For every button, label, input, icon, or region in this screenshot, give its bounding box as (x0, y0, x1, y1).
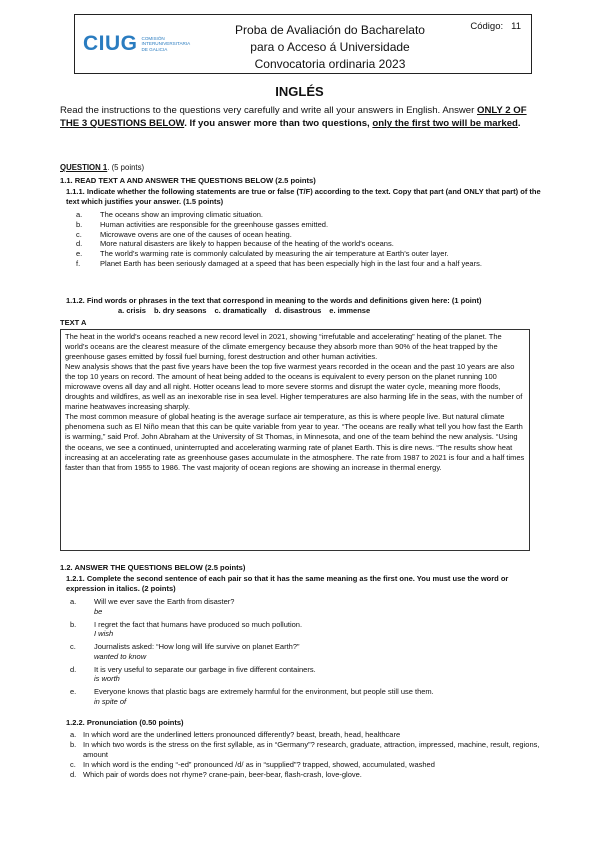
transform-list (70, 597, 545, 707)
intro-text: . If you answer more than two questions, (184, 118, 373, 130)
intro-emphasis: ONLY 2 OF THE 3 QUESTIONS BELOW (60, 105, 527, 130)
instructions (60, 104, 548, 130)
section-1-1-2: 1.1.2. Find words or phrases in the text that correspond in meaning to the words and definitions given here: (1 point) (66, 296, 482, 305)
item-text: Journalists asked: “How long will life survive on planet Earth?” (94, 642, 300, 651)
word-item: d. disastrous (274, 306, 322, 315)
item-hint: be (94, 606, 103, 616)
list-item (76, 220, 542, 230)
item-hint: I wish (94, 629, 114, 639)
section-1-1-1: 1.1.1. Indicate whether the following statements are true or false (T/F) according to the text. Copy that part (and ONLY that part) of the text which justifies your answer. (1.5 points) (66, 187, 541, 206)
exam-title-line: para o Acceso á Universidade (250, 40, 410, 55)
list-item (70, 770, 545, 780)
item-text: In which word are the underlined letters pronounced differently? beast, breath, head, healthcare (83, 730, 401, 739)
list-item (70, 642, 545, 652)
item-letter: b. (70, 619, 77, 629)
item-letter: a. (70, 597, 77, 606)
text-paragraph: The most common measure of global heating is the average surface air temperature, as this is where people live. But natural climate phenomena such as El Niño mean that this can be quite variable from year to year. “The oceans are really what tell you how fast the Earth is warming,” said Prof. John Abraham at the University of St Thomas, in Minnesota, and one of the team behind the new analysis. “Using the oceans, we see a continued, uninterrupted and accelerating warming rate of planet Earth. This is dire news. “The results show heat increasing at an accelerating rate as greenhouse gases accumulate in the atmosphere. The rate from 1987 to 2021 is four and a half times faster than that from 1955 to 1986. The vast majority of ocean regions are showing an increase in thermal energy. (65, 412, 525, 472)
section-1-1: 1.1. READ TEXT A AND ANSWER THE QUESTIONS BELOW (2.5 points) (60, 176, 316, 185)
text-paragraph: New analysis shows that the past five years have been the top five warmest years recorded in the ocean and the past 10 years are also the top 10 years on record. The amount of heat being added to the oceans is equivalent to every person on the planet running 100 microwave ovens all day and all night. Hotter oceans lead to more severe storms and disrupt the water cycle, meaning more floods, droughts and wildfires, as well as an inexorable rise in sea level. Higher temperatures are also harming life in the seas, with the number of marine heatwaves increasing sharply. (65, 362, 523, 412)
list-item (70, 620, 545, 630)
logo-line: INTERUNIVERSITARIA (141, 41, 191, 47)
word-item: b. dry seasons (153, 306, 207, 315)
word-list (118, 306, 378, 316)
word-item: c. dramatically (214, 306, 267, 315)
item-letter: a. (70, 730, 77, 739)
statement-list (76, 210, 542, 269)
item-letter: c. (70, 642, 76, 651)
item-letter: d. (70, 769, 77, 779)
exam-code (470, 21, 521, 34)
page-title: INGLÉS (275, 84, 324, 99)
list-item (70, 687, 545, 697)
item-text: I regret the fact that humans have produced so much pollution. (94, 619, 303, 629)
item-letter: d. (70, 664, 77, 674)
item-text: In which two words is the stress on the first syllable, as in “Germany”? research, graduate, attraction, impressed, machine, result, regions, amount (83, 739, 540, 759)
intro-text: . (517, 118, 521, 130)
item-text: Planet Earth has been seriously damaged at a speed that has been especially high in the last four and a half years. (100, 258, 482, 268)
item-text: In which word is the ending “-ed” pronounced /d/ as in “supplied”? trapped, showed, accumulated, washed (83, 759, 435, 769)
text-a-box (60, 329, 530, 551)
list-item (76, 210, 542, 220)
exam-title-line: Proba de Avaliación do Bacharelato (235, 23, 425, 37)
text-a-label: TEXT A (60, 318, 87, 327)
logo-line: DE GALICIA (141, 46, 168, 52)
logo-text (142, 36, 191, 52)
text-paragraph: The heat in the world’s oceans reached a new record level in 2021, showing “irrefutable and accelerating” heating of the planet. The world’s oceans are the clearest measure of the climate emergency because they absorb more than 90% of the heat trapped by the greenhouse gases emitted by fossil fuel burning, forest destruction and other human activities. (65, 332, 502, 362)
exam-title-line: Convocatoria ordinaria 2023 (254, 57, 406, 72)
item-hint: in spite of (94, 696, 127, 706)
list-item (76, 230, 542, 240)
section-1-2-1: 1.2.1. Complete the second sentence of each pair so that it has the same meaning as the first one. You must use the word or expression in italics. (2 points) (66, 574, 509, 593)
item-letter: b. (76, 219, 83, 229)
item-text: Which pair of words does not rhyme? crane-pain, beer-bear, flash-crash, love-glove. (83, 769, 362, 779)
intro-emphasis: only the first two will be marked (372, 118, 518, 130)
item-letter: a. (76, 210, 83, 219)
item-letter: c. (70, 759, 76, 769)
list-item (70, 665, 545, 675)
list-item (76, 249, 542, 259)
item-text: It is very useful to separate our garbage in five different containers. (94, 664, 316, 674)
logo-mark: CIUG (83, 32, 138, 55)
code-label: Código: (470, 21, 504, 32)
item-text: Everyone knows that plastic bags are extremely harmful for the environment, but people still use them. (94, 687, 434, 696)
item-letter: b. (70, 739, 77, 749)
item-text: Will we ever save the Earth from disaster? (94, 597, 235, 606)
word-item: a. crisis (118, 306, 146, 315)
list-item (76, 259, 542, 269)
list-item (70, 760, 545, 770)
item-letter: f. (76, 258, 81, 268)
item-hint: is worth (94, 674, 120, 684)
item-text: Microwave ovens are one of the causes of ocean heating. (100, 229, 292, 239)
section-1-2: 1.2. ANSWER THE QUESTIONS BELOW (2.5 points) (60, 563, 246, 572)
item-letter: d. (76, 239, 83, 249)
exam-header (74, 14, 532, 74)
code-value: 11 (511, 21, 521, 32)
item-text: The oceans show an improving climatic situation. (100, 210, 263, 219)
item-hint: wanted to know (94, 651, 147, 661)
list-item (70, 730, 545, 740)
item-text: Human activities are responsible for the greenhouse gasses emitted. (100, 219, 329, 229)
item-letter: c. (76, 229, 82, 239)
item-letter: e. (76, 249, 83, 258)
item-text: The world’s warming rate is commonly calculated by measuring the air temperature at Earth’s outer layer. (100, 249, 449, 258)
list-item (70, 597, 545, 607)
question-1-points: . (5 points) (107, 163, 145, 172)
word-item: e. immense (329, 306, 371, 315)
question-1-label: QUESTION 1 (60, 163, 108, 172)
pronunciation-list (70, 730, 545, 779)
question-1-heading (60, 163, 144, 173)
intro-text: Read the instructions to the questions very carefully and write all your answers in English. Answer (60, 105, 477, 116)
section-1-2-2: 1.2.2. Pronunciation (0.50 points) (66, 718, 184, 727)
item-letter: e. (70, 687, 77, 696)
exam-title (235, 22, 425, 73)
item-text: More natural disasters are likely to happen because of the heating of the world’s oceans. (100, 239, 394, 249)
list-item (70, 740, 545, 760)
list-item (76, 239, 542, 249)
logo-line: COMISIÓN (141, 35, 165, 41)
ciug-logo (83, 30, 190, 58)
